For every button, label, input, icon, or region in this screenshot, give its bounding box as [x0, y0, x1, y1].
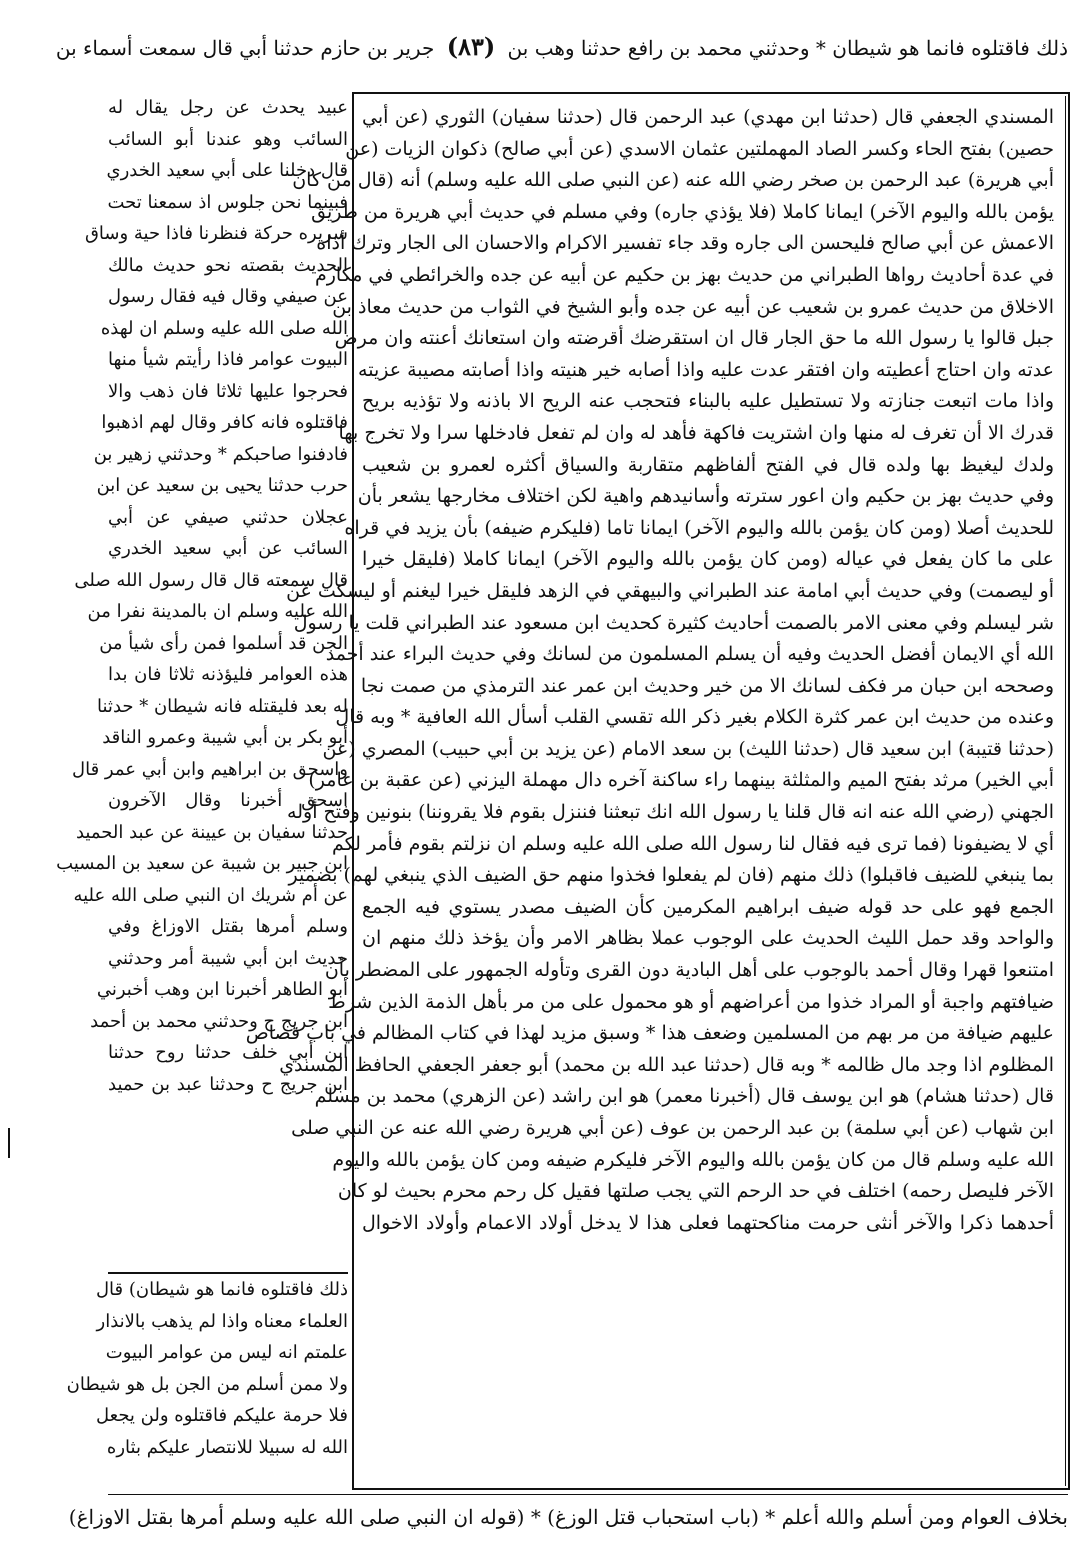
commentary-line: الجهني (رضي الله عنه انه قال قلنا يا رسول الله انك تبعثنا فننزل بقوم فلا يقروننا) بنونين وفتح أوله — [287, 801, 1054, 824]
side-line: حرب حدثنا يحيى بن سعيد عن ابن — [96, 475, 348, 496]
side-line: ولا ممن أسلم من الجن بل هو شيطان — [66, 1373, 348, 1395]
side-line: وسلم أمرها بقتل الاوزاغ وفي — [108, 916, 348, 937]
header-text-left: جرير بن حازم حدثنا أبي قال سمعت أسماء بن — [55, 36, 435, 60]
header-line-1 — [55, 32, 1068, 63]
commentary-line: الجمع فهو على حد قوله ضيف ابراهيم المكرمين كأن الضيف مصدر يستوي فيه الجمع — [362, 895, 1054, 918]
commentary-line: وصححه ابن حبان مر فكف لسانك الا من خير وحديث ابن عمر عند الترمذي من صمت نجا — [360, 674, 1054, 697]
side-line: علمتم انه ليس من عوامر البيوت — [105, 1342, 348, 1363]
commentary-line: واذا مات اتبعت جنازته ولا تستطيل عليه بالبناء فتحجب عنه الريح الا باذنه ولا تؤذيه بريح — [362, 390, 1054, 413]
commentary-line: جبل قالوا يا رسول الله ما حق الجار قال ان استقرضك أقرضته وان استعانك أعنته وان مرض — [334, 327, 1054, 350]
side-line: أبو الطاهر أخبرنا ابن وهب أخبرني — [96, 979, 348, 1000]
side-line: الله له سبيلا للانتصار عليكم بثاره — [106, 1436, 348, 1458]
side-line: الله صلى الله عليه وسلم ان لهذه — [100, 317, 348, 339]
side-line: هذه العوامر فليؤذنه ثلاثا فان بدا — [108, 664, 348, 685]
commentary-line: عليهم ضيافة من مر بهم من المسلمين وضعف هذا * وسبق مزيد لهذا في كتاب المظالم في باب قصاص — [245, 1022, 1054, 1045]
commentary-line: أبي هريرة) عبد الرحمن بن صخر رضي الله عنه (عن النبي صلى الله عليه وسلم) أنه (قال من كان — [292, 169, 1054, 192]
side-line: ذلك فاقتلوه فانما هو شيطان) قال — [95, 1279, 348, 1300]
header-text-right: ذلك فاقتلوه فانما هو شيطان * وحدثني محمد بن رافع حدثنا وهب بن — [507, 36, 1068, 60]
commentary-line: قال (حدثنا هشام) هو ابن يوسف قال (أخبرنا معمر) هو ابن راشد (عن الزهري) محمد بن مسلم — [314, 1085, 1054, 1108]
side-line: فاقتلوه فانه كافر وقال لهم اذهبوا — [101, 412, 348, 433]
commentary-line: الله أي الايمان أفضل الحديث وفيه أن يسلم المسلمون من لسانك وفي حديث البراء عند أحمد — [325, 643, 1054, 666]
side-line: فبينما نحن جلوس اذ سمعنا تحت — [107, 191, 348, 213]
commentary-line: أبي الخير) مرثد بفتح الميم والمثلثة بينهما راء ساكنة آخره دال مهملة اليزني (عن عقبة بن عامر) — [308, 769, 1054, 792]
commentary-line: (حدثنا قتيبة) ابن سعيد قال (حدثنا الليث) بن سعد الامام (عن يزيد بن أبي حبيب) المصري (عن — [322, 737, 1054, 760]
page-number: (٨٣) — [446, 32, 496, 61]
commentary-line: المظلوم اذا وجد مال ظالمه * وبه قال (حدثنا عبد الله بن محمد) أبو جعفر الجعفي الحافظ المسندي — [279, 1053, 1054, 1076]
commentary-line: الله عليه وسلم قال من كان يؤمن بالله واليوم الآخر فليكرم ضيفه ومن كان يؤمن بالله واليوم — [332, 1148, 1054, 1171]
commentary-line: يؤمن بالله واليوم الآخر) ايمانا كاملا (فلا يؤذي جاره) وفي مسلم في حديث أبي هريرة من طريق — [311, 200, 1054, 223]
nawawi-commentary-column — [66, 1272, 348, 1492]
side-line: أبو بكر بن أبي شيبة وعمرو الناقد — [102, 727, 348, 748]
side-line: الجن قد أسلموا فمن رأى شيأ من — [99, 632, 348, 654]
side-line: السائب عن أبي سعيد الخدري — [108, 538, 348, 559]
side-line: البيوت عوامر فاذا رأيتم شيأ منها — [108, 349, 348, 370]
side-line: حديث ابن أبي شيبة أمر وحدثني — [108, 947, 348, 969]
commentary-line: أو ليصمت) وفي حديث أبي امامة عند الطبراني والبيهقي في الزهد فليقل خيرا ليغنم أو ليسكت عن — [286, 579, 1054, 602]
margin-mark — [8, 1128, 10, 1158]
side-line: فلا حرمة عليكم فاقتلوه ولن يجعل — [96, 1405, 348, 1426]
side-line: عن صيفي وقال فيه فقال رسول — [108, 286, 348, 307]
side-line: فحرجوا عليها ثلاثا فان ذهب والا — [108, 380, 348, 402]
commentary-line: وعنده من حديث ابن عمر كثرة الكلام بغير ذكر الله تقسي القلب أسأل الله العافية * وبه قال — [335, 706, 1054, 729]
side-line: العلماء معناه واذا لم يذهب بالانذار — [96, 1310, 348, 1332]
commentary-line: وفي حديث بهز بن حكيم وان اعور سترته وأسانيدهم واهية لكن اختلاف مخارجها يشعر بأن — [357, 485, 1054, 508]
side-line: واسحق بن ابراهيم وابن أبي عمر قال — [72, 758, 348, 780]
commentary-line: في عدة أحاديث رواها الطبراني من حديث بهز بن حكيم عن أبيه عن جده والخرائطي في مكارم — [314, 263, 1054, 286]
side-line: سريره حركة فنظرنا فاذا حية وساق — [84, 223, 348, 244]
commentary-line: قدرك الا أن تغرف له منها وان اشتريت فاكهة فأهد له وان لم تفعل فادخلها سرا ولا تخرج بها — [338, 421, 1054, 444]
commentary-line: شر ليسلم وفي معنى الامر بالصمت أحاديث كثيرة كحديث ابن مسعود عند الطبراني قلت يا رسول — [293, 611, 1054, 634]
page-header — [55, 32, 1068, 92]
main-commentary-column — [245, 92, 1070, 1490]
commentary-line: عدته وان احتاج أعطيته وان افتقر عدت عليه واذا أصابه خير هنيته واذا أصابته مصيبة عزيته — [358, 358, 1054, 381]
commentary-line: ابن شهاب (عن أبي سلمة) بن عبد الرحمن بن عوف (عن أبي هريرة رضي الله عنه عن النبي صلى — [291, 1117, 1054, 1139]
commentary-line: أحدهما ذكرا والآخر أنثى حرمت مناكحتهما فعلى هذا لا يدخل أولاد الاعمام وأولاد الاخوال — [362, 1211, 1054, 1234]
side-line: الحديث بقصته نحو حديث مالك — [108, 254, 348, 276]
side-line: عجلان حدثني صيفي عن أبي — [108, 506, 348, 528]
commentary-line: ولدك ليغيظ بها ولده قال في الفتح ألفاظهم متقاربة والسياق أكثره لعمرو بن شعيب — [362, 453, 1054, 476]
commentary-line: على ما كان يفعل في عياله (ومن كان يؤمن بالله واليوم الآخر) ايمانا كاملا (فليقل خيرا — [362, 548, 1054, 571]
side-line: عبيد يحدث عن رجل يقال له — [108, 97, 348, 118]
commentary-line: المسندي الجعفي قال (حدثنا ابن مهدي) عبد الرحمن قال (حدثنا سفيان) الثوري (عن أبي — [362, 106, 1054, 128]
commentary-line: امتنعوا قهرا وقال أحمد بالوجوب على أهل البادية دون القرى وتأوله الجمهور على المضطر بأن — [324, 959, 1054, 982]
hadith-text-column — [56, 92, 348, 1272]
commentary-line: حصين) بفتح الحاء وكسر الصاد المهملتين عثمان الاسدي (عن أبي صالح) ذكوان الزيات (عن — [345, 137, 1054, 160]
side-line: السائب وهو عندنا أبو السائب — [108, 128, 348, 150]
commentary-line: الاخلاق من حديث عمرو بن شعيب عن أبيه عن جده وأبو الشيخ في الثواب من حديث معاذ بن — [332, 295, 1054, 318]
side-line: ابن جبير بن شيبة عن سعيد بن المسيب — [56, 853, 348, 874]
side-line: ابن جريج ح وحدثنا عبد بن حميد — [108, 1073, 348, 1095]
side-line: الله عليه وسلم ان بالمدينة نفرا من — [87, 601, 348, 622]
side-line: قال دخلنا على أبي سعيد الخدري — [106, 160, 348, 181]
side-line: فادفنوا صاحبكم * وحدثني زهير بن — [93, 443, 348, 465]
commentary-line: أي لا يضيفونا (فما ترى فيه فقال لنا رسول الله صلى الله عليه وسلم ان نزلتم بقوم فأمر لكم — [332, 832, 1054, 855]
side-line: حدثنا سفيان بن عيينة عن عبد الحميد — [75, 821, 348, 843]
side-line: قال سمعته قال قال رسول الله صلى — [74, 569, 348, 591]
commentary-line: الاعمش عن أبي صالح فليحسن الى جاره وقد جاء تفسير الاكرام والاحسان الى الجار وترك أذاه — [316, 232, 1054, 255]
side-line: ابن جريج ح وحدثني محمد بن أحمد — [90, 1010, 348, 1032]
page-footer: بخلاف العوام ومن أسلم والله أعلم * (باب استحباب قتل الوزغ) * (قوله ان النبي صلى الله عليه وسلم أمرها بقتل الاوزاغ) — [108, 1494, 1068, 1539]
side-line: عن أم شريك ان النبي صلى الله عليه — [73, 884, 348, 906]
commentary-line: والواحد وقد حمل الليث الحديث على الوجوب عملا بظاهر الامر وأن يؤخذ ذلك منهم ان — [362, 927, 1054, 950]
commentary-line: الآخر فليصل رحمه) اختلف في حد الرحم التي يجب صلتها فقيل كل رحم محرم بحيث لو كان — [337, 1180, 1054, 1203]
commentary-line: ضيافتهم واجبة أو المراد خذوا من أعراضهم أو هو محمول على من مر بأهل الذمة الذين شرط — [328, 990, 1054, 1013]
side-line: له بعد فليقتله فانه شيطان * حدثنا — [97, 695, 348, 717]
commentary-line: للحديث أصلا (ومن كان يؤمن بالله واليوم الآخر) ايمانا تاما (فليكرم ضيفه) بأن يزيد في قراه — [344, 516, 1054, 539]
commentary-line: بما ينبغي للضيف فاقبلوا) ذلك منهم (فان لم يفعلوا فخذوا منهم حق الضيف الذي ينبغي لهم) بضمير — [288, 864, 1054, 887]
side-line: اسحق أخبرنا وقال الآخرون — [108, 790, 348, 811]
side-line: ابن أبي خلف حدثنا روح حدثنا — [108, 1042, 348, 1063]
